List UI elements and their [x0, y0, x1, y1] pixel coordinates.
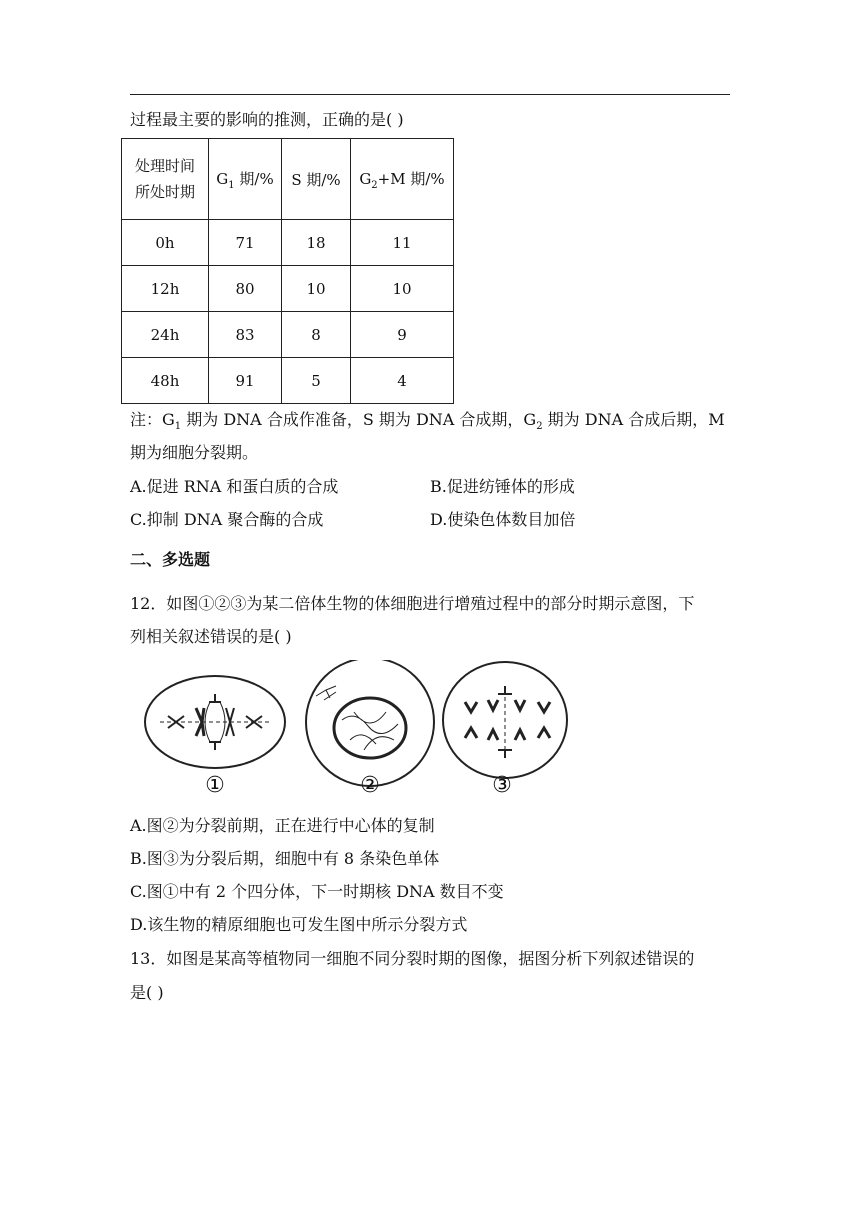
cell-time: 48h: [122, 358, 209, 404]
table-row: [122, 312, 454, 358]
q12-line1: 12．如图①②③为某二倍体生物的体细胞进行增殖过程中的部分时期示意图，下: [130, 594, 695, 613]
header-time-line2: 所处时期: [134, 183, 195, 201]
cell-2-diagram: [306, 660, 434, 786]
header-g2m: $G_2+M$ 期/%: [351, 139, 454, 220]
cell-s: 5: [282, 358, 351, 404]
cell-g1: 80: [209, 266, 282, 312]
cell-s: 8: [282, 312, 351, 358]
table-header-row: [122, 139, 454, 220]
cell-time: 12h: [122, 266, 209, 312]
q12-line2: 列相关叙述错误的是( ): [130, 627, 292, 646]
cell-g1: 83: [209, 312, 282, 358]
table-row: [122, 220, 454, 266]
cell-g2m: 9: [351, 312, 454, 358]
figure-label-2: ②: [360, 773, 380, 798]
header-time: [122, 139, 209, 220]
cell-time: 0h: [122, 220, 209, 266]
q12-option-c: C.图①中有 2 个四分体，下一时期核 DNA 数目不变: [130, 882, 504, 901]
mitosis-figure: [140, 660, 580, 800]
q11-option-a: A.促进 RNA 和蛋白质的合成: [130, 477, 339, 496]
header-rule: [130, 94, 730, 95]
q11-option-d: D.使染色体数目加倍: [430, 510, 576, 529]
q11-option-b: B.促进纺锤体的形成: [430, 477, 575, 496]
q13-line1: 13．如图是某高等植物同一细胞不同分裂时期的图像，据图分析下列叙述错误的: [130, 949, 695, 968]
section-heading: 二、多选题: [130, 550, 211, 569]
note-line2: 期为细胞分裂期。: [130, 443, 259, 462]
header-time-line1: 处理时间: [134, 157, 195, 175]
figure-label-1: ①: [205, 773, 225, 798]
cell-g2m: 10: [351, 266, 454, 312]
cell-g2m: 11: [351, 220, 454, 266]
cell-s: 10: [282, 266, 351, 312]
q12-option-d: D.该生物的精原细胞也可发生图中所示分裂方式: [130, 915, 468, 934]
cell-g2m: 4: [351, 358, 454, 404]
q12-option-b: B.图③为分裂后期，细胞中有 8 条染色单体: [130, 849, 440, 868]
figure-label-3: ③: [492, 773, 512, 798]
q11-option-c: C.抑制 DNA 聚合酶的合成: [130, 510, 324, 529]
cell-g1: 91: [209, 358, 282, 404]
cell-s: 18: [282, 220, 351, 266]
cell-3-diagram: [443, 662, 567, 778]
cell-time: 24h: [122, 312, 209, 358]
note-line1: 注：$G_1$ 期为 DNA 合成作准备，S 期为 DNA 合成期，$G_2$ 期为 DNA 合成后期，M: [130, 410, 725, 433]
header-g1: $G_1$ 期/%: [209, 139, 282, 220]
cell-cycle-table: [121, 138, 454, 404]
q13-line2: 是( ): [130, 983, 164, 1002]
cell-g1: 71: [209, 220, 282, 266]
table-row: [122, 358, 454, 404]
table-row: [122, 266, 454, 312]
intro-line: 过程最主要的影响的推测，正确的是( ): [130, 110, 404, 129]
q12-option-a: A.图②为分裂前期，正在进行中心体的复制: [130, 816, 435, 835]
header-s: S 期/%: [282, 139, 351, 220]
cell-1-diagram: [145, 676, 285, 768]
